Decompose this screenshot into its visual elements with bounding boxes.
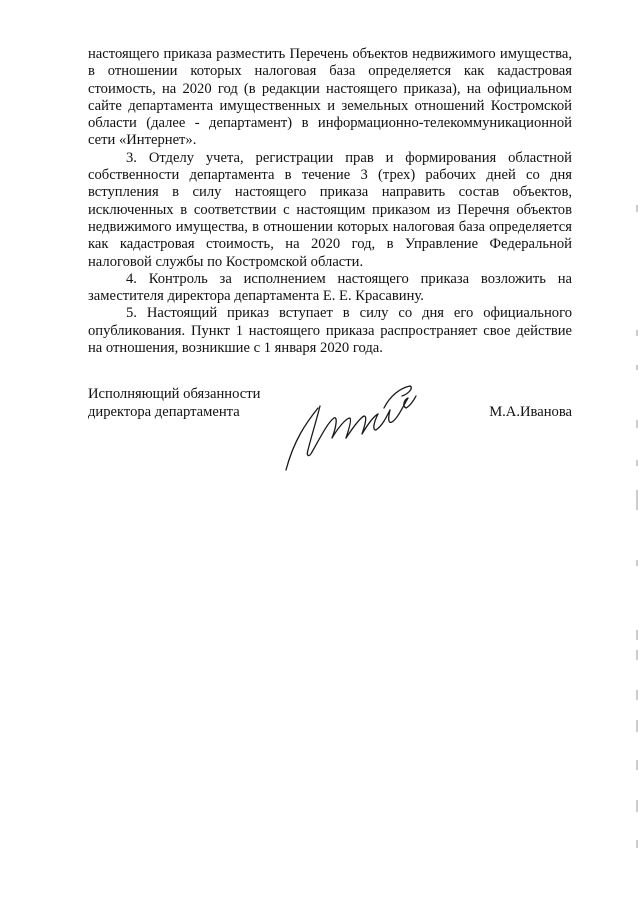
scan-edge-marks bbox=[628, 0, 640, 905]
paragraph-item-5: 5. Настоящий приказ вступает в силу со дня его официального опубликования. Пункт 1 настоящего приказа распространяет свое действие на отношения, возникшие с 1 января 2020 года. bbox=[88, 305, 572, 357]
paragraph-continuation: настоящего приказа разместить Перечень объектов недвижимого имущества, в отношении которых налоговая база определяется как кадастровая стоимость, на 2020 год (в редакции настоящего приказа), на официальном сайте департамента имущественных и земельных отношений Костромской области (далее - департамент) в информационно-телекоммуникационной сети «Интернет». bbox=[88, 46, 572, 149]
signatory-title-line-1: Исполняющий обязанности bbox=[88, 386, 261, 402]
document-body bbox=[88, 46, 572, 357]
paragraph-item-4: 4. Контроль за исполнением настоящего приказа возложить на заместителя директора департамента Е. Е. Красавину. bbox=[88, 270, 572, 305]
signatory-title-line-2: директора департамента bbox=[88, 404, 240, 420]
signatory-name: М.А.Иванова bbox=[489, 404, 572, 420]
paragraph-item-3: 3. Отделу учета, регистрации прав и формирования областной собственности департамента в течение 3 (трех) рабочих дней со дня вступления в силу настоящего приказа направить состав объектов, исключенных в соответствии с настоящим приказом из Перечня объектов недвижимого имущества, в отношении которых налоговая база определяется как кадастровая стоимость, на 2020 год, в Управление Федеральной налоговой службы по Костромской области. bbox=[88, 149, 572, 270]
handwritten-signature bbox=[276, 378, 426, 478]
signatory-title bbox=[88, 385, 260, 421]
